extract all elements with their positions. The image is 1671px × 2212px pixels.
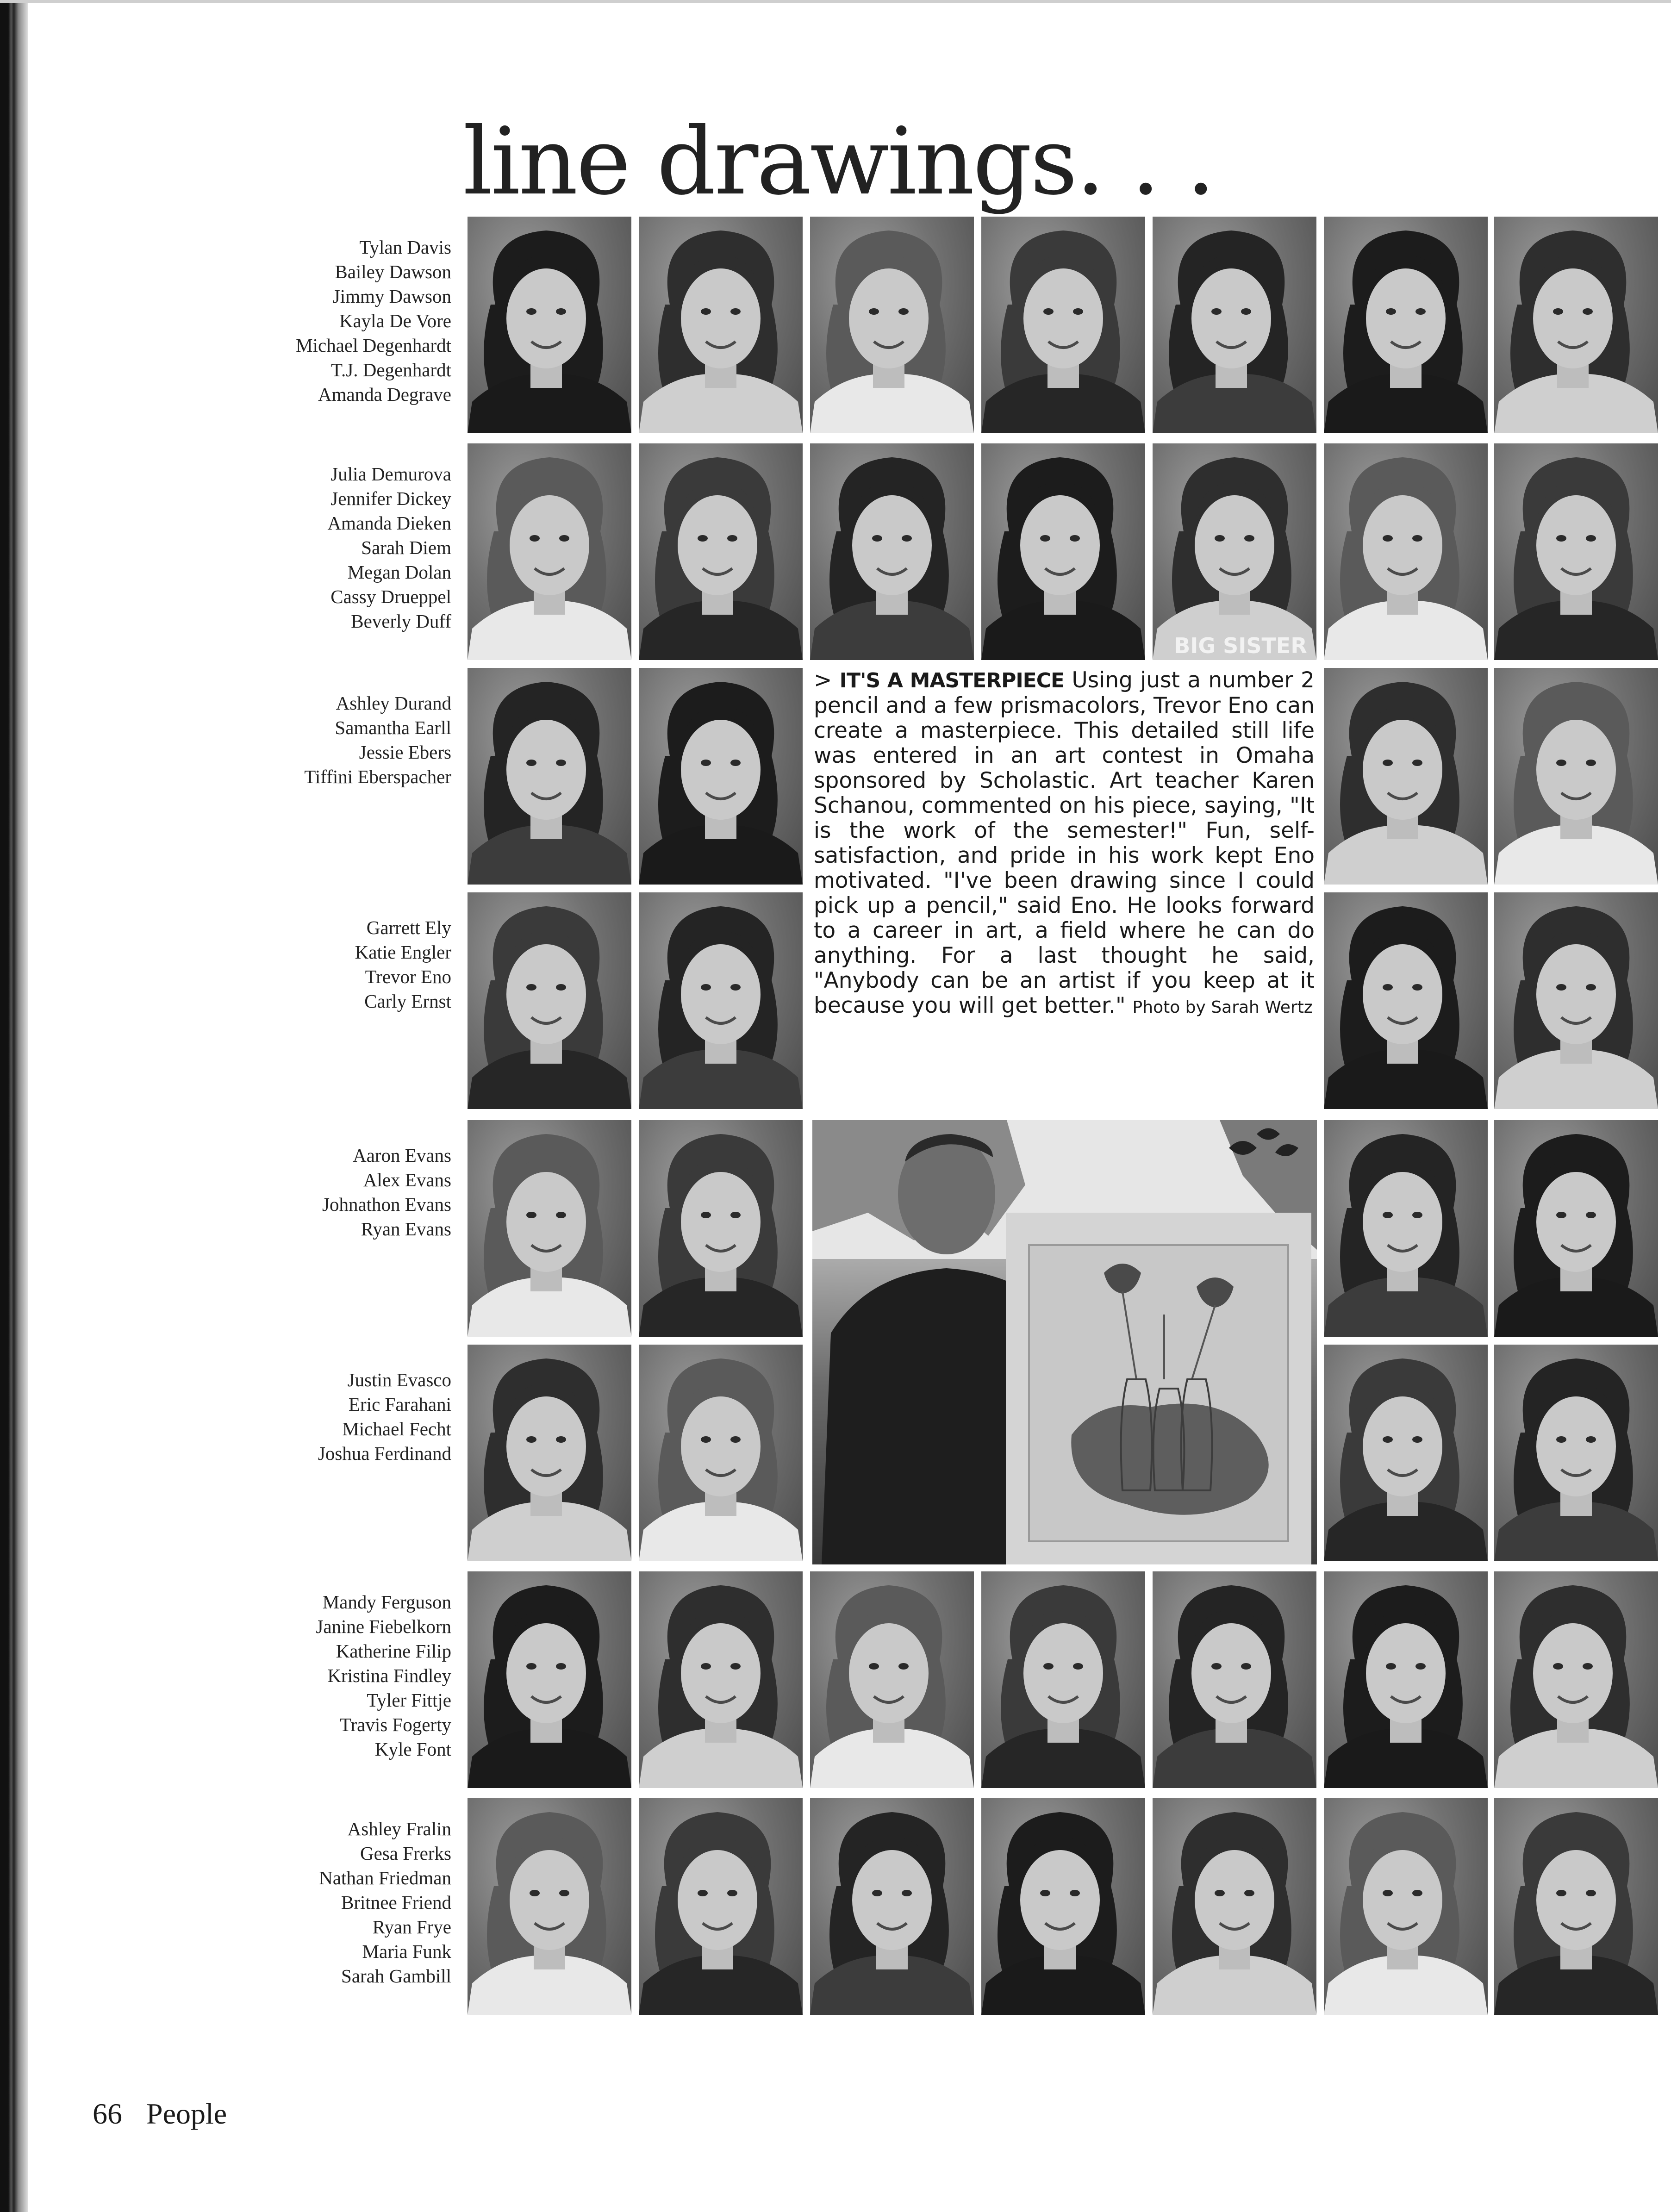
student-portrait (639, 1345, 803, 1561)
student-portrait (1494, 892, 1658, 1109)
student-name: Kristina Findley (327, 1665, 451, 1686)
student-name: Nathan Friedman (319, 1867, 451, 1888)
student-name: Michael Degenhardt (296, 335, 451, 356)
student-name: Amanda Degrave (318, 384, 451, 405)
student-portrait (810, 1571, 974, 1788)
student-portrait (639, 668, 803, 885)
student-name: Travis Fogerty (339, 1714, 451, 1735)
student-portrait (981, 1571, 1145, 1788)
student-portrait (1494, 668, 1658, 885)
student-name: Justin Evasco (347, 1369, 451, 1390)
student-name: Tylan Davis (359, 237, 451, 258)
page-number: 66 (93, 2097, 122, 2130)
student-name: Ashley Durand (336, 692, 451, 714)
student-portrait (1153, 217, 1316, 433)
student-portrait (1324, 217, 1488, 433)
student-name: Bailey Dawson (335, 261, 451, 282)
student-portrait (1494, 443, 1658, 660)
student-name: Eric Farahani (349, 1394, 451, 1415)
student-portrait (468, 1798, 631, 2015)
student-name: Julia Demurova (330, 463, 451, 485)
student-portrait (1494, 1571, 1658, 1788)
student-portrait (810, 217, 974, 433)
student-name: Kyle Font (374, 1738, 451, 1760)
caption-headline: IT'S A MASTERPIECE (839, 669, 1065, 692)
student-name: Carly Ernst (364, 991, 451, 1012)
student-portrait (468, 443, 631, 660)
photo-credit: Photo by Sarah Wertz (1132, 998, 1313, 1017)
student-name: Aaron Evans (353, 1145, 451, 1166)
student-portrait (1153, 1571, 1316, 1788)
name-list-row-5 (194, 1143, 451, 1241)
student-name: Jimmy Dawson (332, 286, 451, 307)
name-list-row-7 (194, 1590, 451, 1762)
student-portrait (981, 1798, 1145, 2015)
student-name: Maria Funk (362, 1941, 451, 1962)
student-name: Johnathon Evans (322, 1194, 451, 1215)
student-name: Mandy Ferguson (322, 1591, 451, 1613)
student-name: Tiffini Eberspacher (304, 766, 451, 787)
student-name: Samantha Earll (335, 717, 451, 738)
student-portrait (810, 443, 974, 660)
name-list-row-3 (194, 691, 451, 789)
student-portrait (468, 668, 631, 885)
student-name: Kayla De Vore (339, 310, 451, 331)
student-portrait (468, 217, 631, 433)
student-portrait (1494, 217, 1658, 433)
student-name: Amanda Dieken (327, 512, 451, 534)
student-portrait (639, 443, 803, 660)
student-name: Michael Fecht (342, 1418, 451, 1439)
student-name: Megan Dolan (347, 561, 451, 583)
student-name: Ryan Frye (372, 1916, 451, 1938)
student-name: Britnee Friend (341, 1892, 451, 1913)
student-portrait (981, 217, 1145, 433)
student-name: Sarah Diem (361, 537, 451, 558)
student-portrait (1324, 1345, 1488, 1561)
name-list-row-4 (194, 916, 451, 1014)
student-portrait (810, 1798, 974, 2015)
student-name: Jennifer Dickey (330, 488, 451, 509)
shirt-print-text: BIG SISTER (1174, 633, 1307, 658)
student-portrait (639, 1571, 803, 1788)
student-name: Ryan Evans (361, 1218, 451, 1240)
caption-marker: > (814, 667, 832, 693)
student-name: Janine Fiebelkorn (316, 1616, 451, 1637)
student-name: Tyler Fittje (367, 1689, 451, 1711)
student-name: Sarah Gambill (341, 1965, 451, 1987)
student-portrait (1324, 1571, 1488, 1788)
book-binding-edge (0, 0, 28, 2212)
student-portrait (639, 1798, 803, 2015)
page-footer (93, 2097, 243, 2131)
feature-photo-student-with-drawing (812, 1120, 1317, 1564)
student-name: Katherine Filip (336, 1640, 451, 1662)
caption-body: Using just a number 2 pencil and a few prismacolors, Trevor Eno can create a masterpiece. This detailed still life was entered in an art contest in Omaha sponsored by Scholastic. Art teacher Karen Schanou, commented on his piece, saying, "It is the work of the semester!" Fun, self-satisfaction, and pride in his work kept Eno motivated. "I've been drawing since I could pick up a pencil," said Eno. He looks forward to a career in art, a field where he can do anything. For a last thought he said, "Anybody can be an artist if you keep at it because you will get better." (814, 667, 1315, 1018)
student-portrait (1153, 443, 1316, 660)
student-portrait (639, 1120, 803, 1337)
student-portrait (1324, 443, 1488, 660)
name-list-row-6 (194, 1368, 451, 1466)
student-name: Gesa Frerks (360, 1843, 451, 1864)
student-portrait (468, 892, 631, 1109)
name-list-row-1 (194, 235, 451, 407)
student-portrait (468, 1345, 631, 1561)
student-portrait (1324, 1120, 1488, 1337)
student-name: T.J. Degenhardt (331, 359, 451, 380)
student-portrait (1494, 1345, 1658, 1561)
student-portrait (1324, 892, 1488, 1109)
section-name: People (146, 2097, 227, 2130)
page-top-edge (0, 0, 1671, 3)
student-name: Cassy Drueppel (330, 586, 451, 607)
name-list-row-2 (194, 462, 451, 634)
feature-caption (814, 668, 1315, 1020)
student-portrait (1324, 1798, 1488, 2015)
student-name: Beverly Duff (351, 611, 451, 632)
student-portrait (468, 1571, 631, 1788)
student-name: Garrett Ely (366, 917, 451, 938)
student-portrait (1153, 1798, 1316, 2015)
student-portrait (468, 1120, 631, 1337)
student-name: Katie Engler (355, 941, 451, 963)
student-portrait (639, 217, 803, 433)
student-name: Jessie Ebers (359, 741, 451, 763)
name-list-row-8 (194, 1817, 451, 1988)
student-portrait (981, 443, 1145, 660)
student-portrait (1494, 1798, 1658, 2015)
student-name: Joshua Ferdinand (318, 1443, 451, 1464)
student-portrait (1324, 668, 1488, 885)
student-name: Trevor Eno (365, 966, 451, 987)
student-name: Alex Evans (363, 1169, 451, 1190)
student-name: Ashley Fralin (347, 1818, 451, 1839)
student-portrait (639, 892, 803, 1109)
student-portrait (1494, 1120, 1658, 1337)
page-title: line drawings. . . (463, 108, 1214, 216)
